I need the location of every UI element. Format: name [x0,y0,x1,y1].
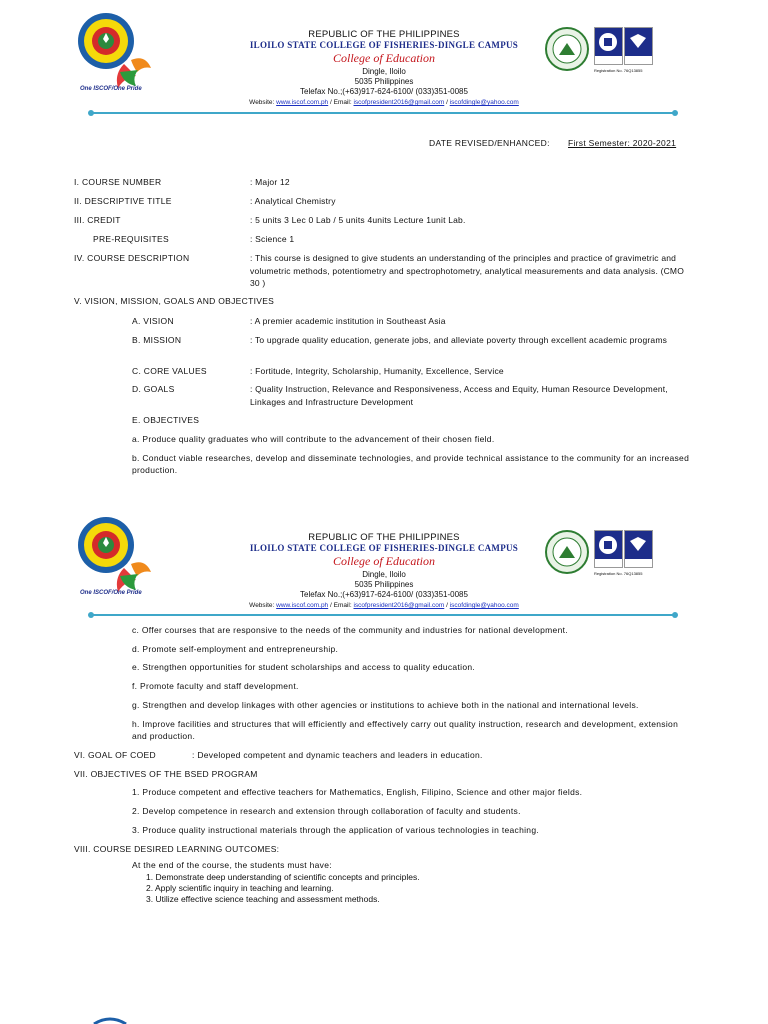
address-line-1: Dingle, Iloilo [362,570,406,579]
date-revised-label: DATE REVISED/ENHANCED: [429,138,550,148]
contact-line [0,602,768,609]
website-link[interactable]: www.iscof.com.ph [276,99,329,106]
email-label: / Email: [330,99,352,106]
vision-label: A. VISION [132,316,174,326]
email-link-1[interactable]: iscofpresident2016@gmail.com [353,602,445,609]
address-line-2: 5035 Philippines [354,77,414,86]
slogan: One ISCOF/One Pride [80,590,142,596]
mission-label: B. MISSION [132,335,182,345]
header-divider [92,614,675,616]
college-of-education: College of Education [333,51,435,65]
next-page-logo-fragment [90,1016,130,1024]
descriptive-title-value: : Analytical Chemistry [250,196,336,206]
ukas-certification-icon [624,530,653,568]
learning-outcome-1: 1. Demonstrate deep understanding of scientific concepts and principles. [146,872,420,882]
telefax: Telefax No.;(+63)917-624-6100/ (033)351-0085 [300,87,468,96]
goal-coed-label: VI. GOAL OF COED [74,750,156,760]
objective-f: f. Promote faculty and staff development. [132,681,299,691]
socotec-certification-icon [594,530,623,568]
rule-end-right [672,110,678,116]
email-link-2[interactable]: iscofdingle@yahoo.com [449,99,519,106]
bsed-objective-2: 2. Develop competence in research and extension through collaboration of faculty and students. [132,806,521,816]
address-line-1: Dingle, Iloilo [362,67,406,76]
date-revised-value: First Semester: 2020-2021 [568,138,677,148]
slogan: One ISCOF/One Pride [80,86,142,92]
bsed-objective-3: 3. Produce quality instructional materials through the application of various technologies in teaching. [132,825,540,835]
website-label: Website: [249,602,275,609]
coe-seal-logo [545,27,589,71]
goals-label: D. GOALS [132,384,175,394]
bsed-objectives-heading: VII. OBJECTIVES OF THE BSED PROGRAM [74,769,258,779]
college-name: ILOILO STATE COLLEGE OF FISHERIES-DINGLE CAMPUS [249,40,519,50]
bsed-objective-1: 1. Produce competent and effective teachers for Mathematics, English, Filipino, Science and other major fields. [132,787,583,797]
website-link[interactable]: www.iscof.com.ph [276,602,329,609]
telefax: Telefax No.;(+63)917-624-6100/ (033)351-0085 [300,590,468,599]
descriptive-title-label: II. DESCRIPTIVE TITLE [74,196,172,206]
republic-line: REPUBLIC OF THE PHILIPPINES [308,29,460,40]
email-link-1[interactable]: iscofpresident2016@gmail.com [353,99,445,106]
learning-outcome-2: 2. Apply scientific inquiry in teaching and learning. [146,883,334,893]
objective-c: c. Offer courses that are responsive to the needs of the community and industries for national development. [132,625,568,635]
objective-e: e. Strengthen opportunities for student scholarships and access to quality education. [132,662,476,672]
website-label: Website: [249,99,275,106]
header-divider [92,112,675,114]
registration-number: Registration No. 76Q13855 [594,68,643,73]
goal-coed-value: : Developed competent and dynamic teachers and leaders in education. [192,750,483,760]
vmgo-heading: V. VISION, MISSION, GOALS AND OBJECTIVES [74,296,275,306]
credit-label: III. CREDIT [74,215,121,225]
vision-value: : A premier academic institution in Southeast Asia [250,316,446,326]
email-separator: / [446,602,448,609]
learning-outcome-3: 3. Utilize effective science teaching and assessment methods. [146,894,380,904]
learning-outcomes-intro: At the end of the course, the students must have: [132,860,332,870]
republic-line: REPUBLIC OF THE PHILIPPINES [308,532,460,543]
course-description-label: IV. COURSE DESCRIPTION [74,253,190,263]
college-of-education: College of Education [333,554,435,568]
registration-number: Registration No. 76Q13855 [594,571,643,576]
email-link-2[interactable]: iscofdingle@yahoo.com [449,602,519,609]
email-label: / Email: [330,602,352,609]
contact-line [0,99,768,106]
objective-g: g. Strengthen and develop linkages with other agencies or institutions to achieve both in the national and international levels. [132,700,639,710]
mission-value: : To upgrade quality education, generate jobs, and alleviate poverty through excellent academic programs [250,335,668,345]
goals-value: : Quality Instruction, Relevance and Responsiveness, Access and Equity, Human Resource Development, Linkages and Infrastructure Development [250,384,668,407]
prerequisites-value: : Science 1 [250,234,295,244]
socotec-certification-icon [594,27,623,65]
objective-h: h. Improve facilities and structures that will efficiently and effectively carry out quality instruction, research and development, extension and production. [132,719,679,741]
coe-seal-logo [545,530,589,574]
course-number-label: I. COURSE NUMBER [74,177,162,187]
college-name: ILOILO STATE COLLEGE OF FISHERIES-DINGLE CAMPUS [249,543,519,553]
objective-d: d. Promote self-employment and entrepreneurship. [132,644,339,654]
address-line-2: 5035 Philippines [354,580,414,589]
rule-end-right [672,612,678,618]
learning-outcomes-heading: VIII. COURSE DESIRED LEARNING OUTCOMES: [74,844,280,854]
ukas-certification-icon [624,27,653,65]
credit-value: : 5 units 3 Lec 0 Lab / 5 units 4units Lecture 1unit Lab. [250,215,466,225]
email-separator: / [446,99,448,106]
core-values-label: C. CORE VALUES [132,366,207,376]
prerequisites-label: PRE-REQUISITES [93,234,169,244]
objective-b: b. Conduct viable researches, develop and disseminate technologies, and provide technical assistance to the community for an increased production. [132,453,690,475]
course-number-value: : Major 12 [250,177,290,187]
objective-a: a. Produce quality graduates who will contribute to the advancement of their chosen field. [132,434,495,444]
core-values-value: : Fortitude, Integrity, Scholarship, Humanity, Excellence, Service [250,366,504,376]
course-description-value: : This course is designed to give students an understanding of the principles and practice of gravimetric and volumetric methods, potentiometry and spectrophotometry, analytical measurements and data analysis. (CMO 30 ) [250,253,685,288]
objectives-label: E. OBJECTIVES [132,415,200,425]
